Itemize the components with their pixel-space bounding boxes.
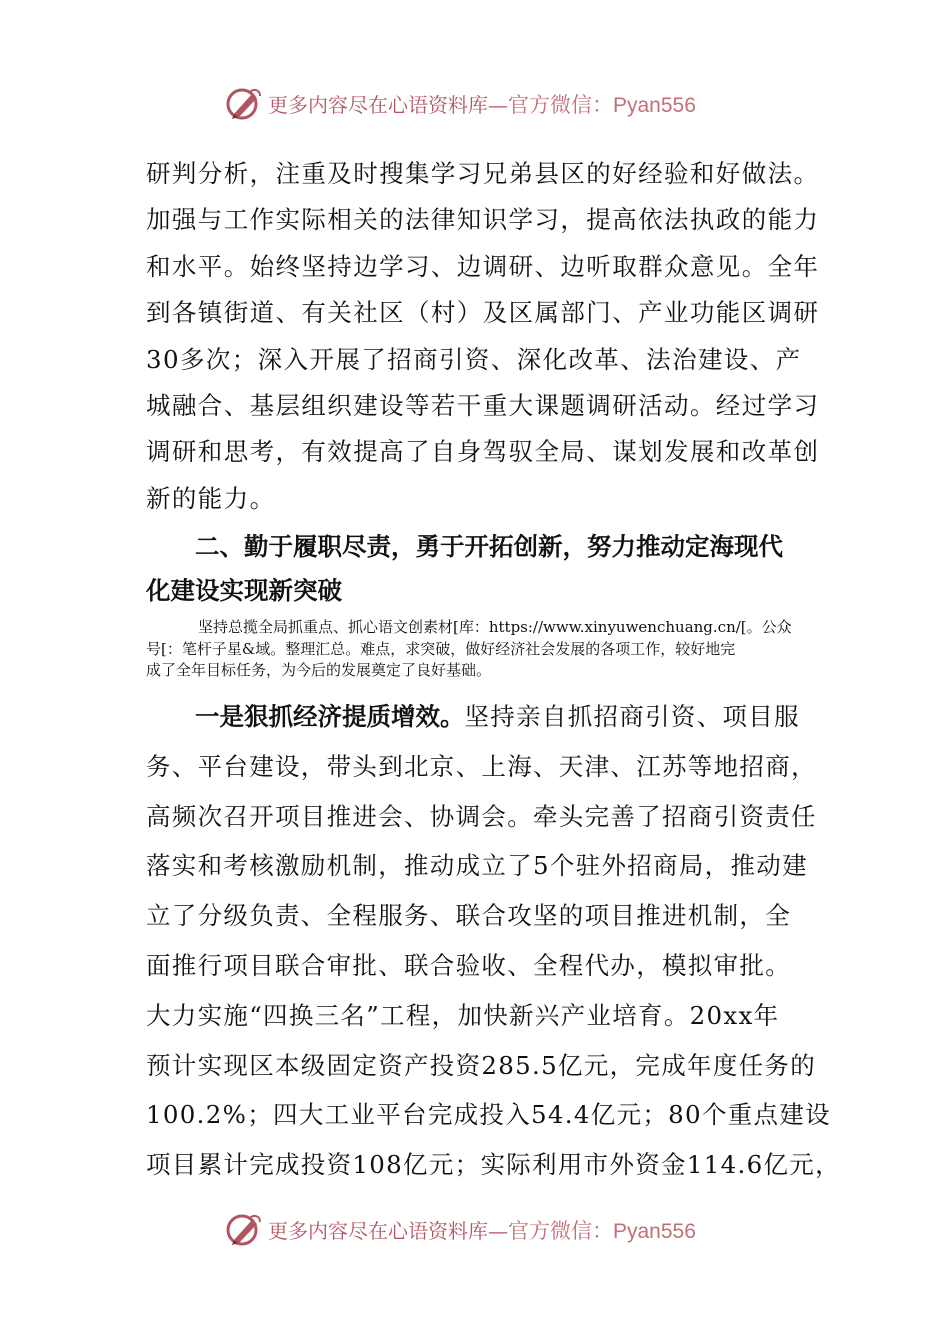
banner-text (268, 89, 696, 119)
banner-dash: — (488, 93, 508, 117)
text-line: 面推行项目联合审批、联合验收、全程代办，模拟审批。 (146, 950, 791, 980)
text-line: 和水平。始终坚持边学习、边调研、边听取群众意见。全年 (146, 251, 820, 281)
heading-line: 化建设实现新突破 (146, 576, 342, 605)
note-line: 号[：笔杆子星&域。整理汇总。难点，求突破，做好经济社会发展的各项工作，较好地完 (146, 639, 736, 658)
header-banner (0, 84, 950, 124)
text-line: 大力实施“四换三名”工程，加快新兴产业培育。20xx年 (146, 1000, 780, 1030)
banner-content (224, 1210, 696, 1250)
text-line: 100.2%；四大工业平台完成投入54.4亿元；80个重点建设 (146, 1100, 831, 1130)
note-paragraph (146, 617, 811, 682)
paragraph-1 (146, 151, 820, 522)
note-line: 成了全年目标任务，为今后的发展奠定了良好基础。 (146, 661, 492, 679)
text-line: 高频次召开项目推进会、协调会。牵头完善了招商引资责任 (146, 801, 817, 831)
text-line: 城融合、基层组织建设等若干重大课题调研活动。经过学习 (146, 390, 820, 420)
text-line: 落实和考核激励机制，推动成立了5个驻外招商局，推动建 (146, 851, 808, 881)
text-line: 加强与工作实际相关的法律知识学习，提高依法执政的能力 (146, 205, 820, 235)
banner-content (224, 84, 696, 124)
heading-line: 二、勤于履职尽责，勇于开拓创新，努力推动定海现代 (195, 532, 783, 561)
pen-logo-icon (224, 1210, 264, 1250)
text-line: 新的能力。 (146, 483, 276, 513)
text-line: 30多次；深入开展了招商引资、深化改革、法治建设、产 (146, 344, 802, 374)
banner-slogan: 更多内容尽在心语资料库 (268, 1219, 488, 1243)
text-line: 到各镇街道、有关社区（村）及区属部门、产业功能区调研 (146, 298, 820, 328)
banner-slogan: 更多内容尽在心语资料库 (268, 93, 488, 117)
paragraph-2 (146, 692, 841, 1190)
section-heading (146, 525, 816, 613)
banner-dash: — (488, 1219, 508, 1243)
text-line: 立了分级负责、全程服务、联合攻坚的项目推进机制，全 (146, 901, 791, 931)
text-span: 坚持亲自抓招商引资、项目服 (464, 702, 800, 731)
text-line: 务、平台建设，带头到北京、上海、天津、江苏等地招商， (146, 751, 817, 781)
pen-logo-icon (224, 84, 264, 124)
text-line: 预计实现区本级固定资产投资285.5亿元，完成年度任务的 (146, 1050, 817, 1080)
paragraph-lead: 一是狠抓经济提质增效。 (195, 702, 465, 731)
text-line: 研判分析，注重及时搜集学习兄弟县区的好经验和好做法。 (146, 159, 820, 188)
text-line: 调研和思考，有效提高了自身驾驭全局、谋划发展和改革创 (146, 437, 820, 467)
note-line: 坚持总揽全局抓重点、抓心语文创素材[库：https://www.xinyuwenchuang.cn/[。公众 (198, 618, 792, 636)
text-line: 项目累计完成投资108亿元；实际利用市外资金114.6亿元， (146, 1150, 841, 1180)
banner-wechat: 官方微信：Pyan556 (508, 1220, 696, 1243)
banner-wechat: 官方微信：Pyan556 (508, 94, 696, 117)
footer-banner (0, 1210, 950, 1250)
banner-text (268, 1215, 696, 1245)
text-line (146, 692, 816, 742)
